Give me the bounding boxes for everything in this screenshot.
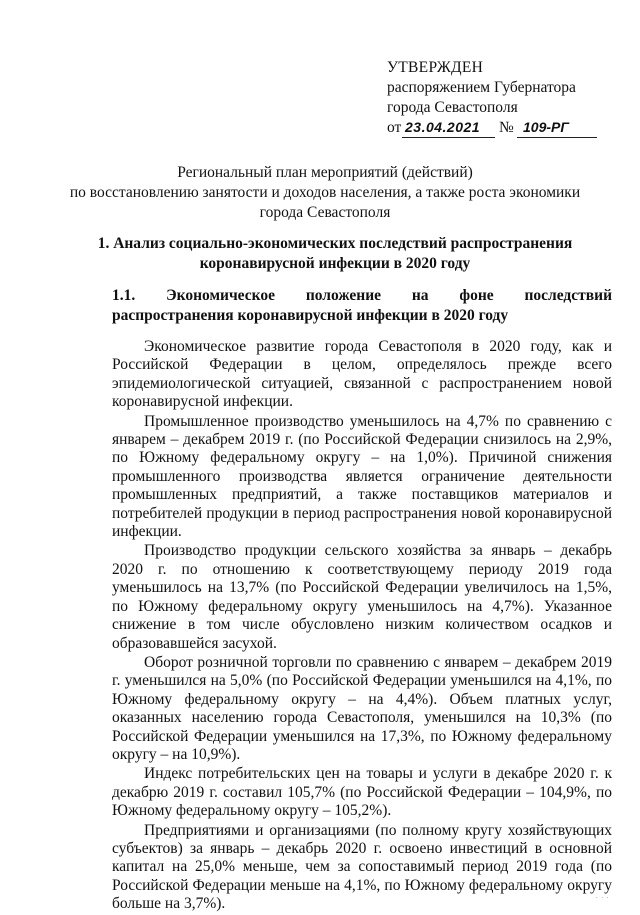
subsection-word: последствий xyxy=(524,287,612,304)
subsection-word: на xyxy=(411,287,429,304)
paragraph: Оборот розничной торговли по сравнению с январем – декабрем 2019 г. уменьшился на 5,0% (по Российской Федерации уменьшился на 4,1%, по Южному федеральному округу – на 4,4%). Объем платных услуг, оказанных населению города Севастополя, уменьшился на 10,3% (по Российской Федерации уменьшился на 17,3%, по Южному федеральному округу – на 10,9%). xyxy=(112,653,612,763)
plan-title-line-3: города Севастополя xyxy=(259,204,391,221)
paragraph: Экономическое развитие города Севастополя в 2020 году, как и Российской Федерации в целом, определялось прежде всего эпидемиологической ситуацией, связанной с распространением новой коронавирусной инфекции. xyxy=(112,338,612,411)
plan-title-line-2: по восстановлению занятости и доходов населения, а также роста экономики xyxy=(69,184,581,201)
approval-date-number-row xyxy=(387,118,576,140)
subsection-heading-line-2: распространения коронавирусной инфекции в 2020 году xyxy=(112,307,509,324)
paragraph: Промышленное производство уменьшилось на 4,7% по сравнению с январем – декабрем 2019 г. (по Российской Федерации снизилось на 2,9%, по Южному федеральному округу – на 1,0%). Причиной снижения промышленного производства является ограничение деятельности промышленных предприятий, а также поставщиков материалов и потребителей продукции в период распространения новой коронавирусной инфекции. xyxy=(112,412,612,541)
plan-title xyxy=(60,163,590,223)
subsection-heading-line-1 xyxy=(112,286,612,306)
paragraph: Производство продукции сельского хозяйства за январь – декабрь 2020 г. по отношению к соответствующему периоду 2019 года уменьшилось на 13,7% (по Российской Федерации увеличилось на 1,5%, по Южному федеральному округу уменьшилось на 4,7%). Указанное снижение в том числе обусловлено низким количеством осадков и образовавшейся засухой. xyxy=(112,542,612,652)
handwritten-number: 109-РГ xyxy=(523,119,569,135)
subsection-word: фоне xyxy=(459,287,494,304)
plan-title-line-1: Региональный план мероприятий (действий) xyxy=(177,164,473,181)
subsection-heading xyxy=(112,286,612,326)
section-heading-line-1: 1. Анализ социально-экономических последствий распространения xyxy=(97,235,573,252)
approval-line-1: распоряжением Губернатора xyxy=(387,79,576,96)
number-underline xyxy=(517,137,597,138)
approval-title: УТВЕРЖДЕН xyxy=(387,59,484,76)
approval-stamp xyxy=(387,58,576,140)
date-underline xyxy=(402,137,495,138)
number-prefix: № xyxy=(499,119,514,136)
paragraph: Индекс потребительских цен на товары и услуги в декабре 2020 г. к декабрю 2019 г. составил 105,7% (по Российской Федерации – 104,9%, по Южному федеральному округу – 105,2%). xyxy=(112,765,612,820)
scan-corner-mark: . . . xyxy=(596,894,610,900)
section-heading-line-2: коронавирусной инфекции в 2020 году xyxy=(199,255,471,272)
subsection-word: положение xyxy=(305,287,382,304)
section-heading xyxy=(60,234,610,274)
body-text xyxy=(112,338,612,915)
date-prefix: от xyxy=(387,119,402,136)
approval-line-2: города Севастополя xyxy=(387,99,518,116)
handwritten-date: 23.04.2021 xyxy=(405,119,481,135)
paragraph: Предприятиями и организациями (по полному кругу хозяйствующих субъектов) за январь – декабрь 2020 г. освоено инвестиций в основной капитал на 25,0% меньше, чем за сопоставимый период 2019 года (по Российской Федерации меньше на 4,1%, по Южному федеральному округу больше на 3,7%). xyxy=(112,821,612,913)
subsection-word: Экономическое xyxy=(166,287,275,304)
subsection-word: 1.1. xyxy=(112,287,136,304)
